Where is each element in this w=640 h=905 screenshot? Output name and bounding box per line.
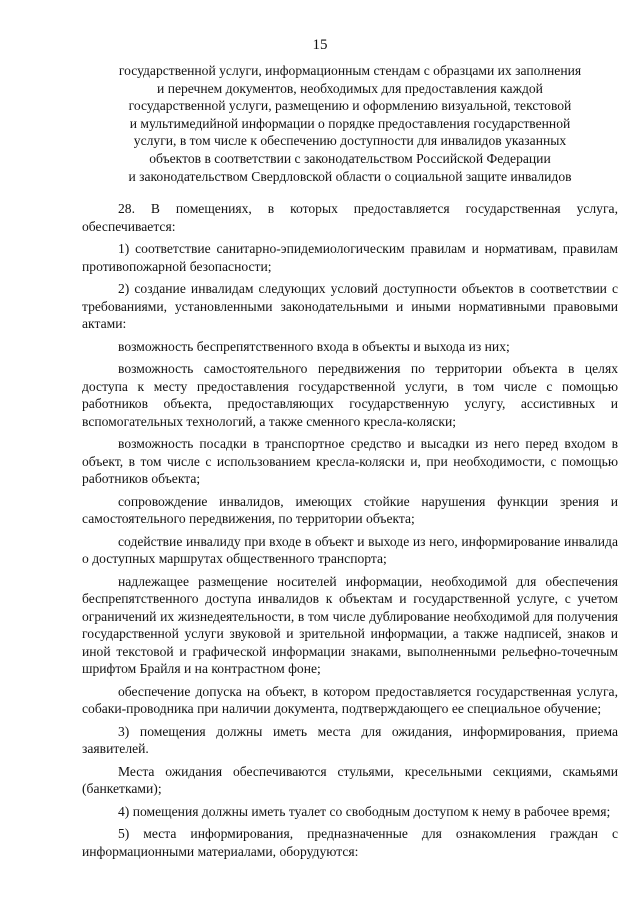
paragraph-entry: обеспечение допуска на объект, в котором предоставляется государственная услуга, собаки-проводника при наличии документа, подтверждающего ее специальное обучение; [82, 683, 618, 716]
heading-line: государственной услуги, размещению и оформлению визуальной, текстовой [128, 98, 572, 114]
heading-line: государственной услуги, информационным стендам с образцами их заполнения [118, 63, 582, 78]
heading-line: и мультимедийной информации о порядке предоставления государственной [129, 115, 571, 131]
paragraph-entry: надлежащее размещение носителей информации, необходимой для обеспечения беспрепятственного доступа инвалидов к объектам и государственной услуге, с учетом ограничений их жизнедеятельности, в том числе дублирование необходимой для получения государственной услуги звуковой и зрительной информации, а также надписей, знаков и иной текстовой и графической информации знаками, выполненными рельефно-точечным шрифтом Брайля и на контрастном фоне; [82, 573, 618, 676]
heading-line: объектов в соответствии с законодательством Российской Федерации [149, 150, 551, 166]
paragraph-subitem-1: 1) соответствие санитарно-эпидемиологическим правилам и нормативам, правилам противопожарной безопасности; [82, 241, 618, 274]
paragraph-entry: содействие инвалиду при входе в объект и выходе из него, информирование инвалида о доступных маршрутах общественного транспорта; [82, 533, 618, 566]
paragraph-subitem-5: 5) места информирования, предназначенные для ознакомления граждан с информационными материалами, оборудуются: [82, 826, 618, 859]
paragraph-entry: возможность беспрепятственного входа в объекты и выхода из них; [118, 338, 510, 354]
heading-line: и законодательством Свердловской области о социальной защите инвалидов [128, 168, 572, 184]
paragraph-entry: возможность самостоятельного передвижения по территории объекта в целях доступа к месту предоставления государственной услуги, в том числе с помощью работников объекта, предоставляющих государственную услугу, ассистивных и вспомогательных технологий, а также сменного кресла-коляски; [82, 361, 618, 429]
paragraph-subitem-3: 3) помещения должны иметь места для ожидания, информирования, приема заявителей. [82, 723, 618, 756]
section-heading [82, 62, 618, 185]
heading-line: и перечнем документов, необходимых для предоставления каждой [157, 80, 543, 96]
paragraph-entry: Места ожидания обеспечиваются стульями, кресельными секциями, скамьями (банкетками); [82, 763, 618, 796]
heading-line: услуги, в том числе к обеспечению доступности для инвалидов указанных [133, 133, 567, 149]
paragraph-item-28: 28. В помещениях, в которых предоставляется государственная услуга, обеспечивается: [82, 201, 618, 234]
paragraph-entry: возможность посадки в транспортное средство и высадки из него перед входом в объект, в том числе с использованием кресла-коляски и, при необходимости, с помощью работников объекта; [82, 436, 618, 486]
document-body [82, 200, 618, 865]
paragraph-entry: сопровождение инвалидов, имеющих стойкие нарушения функции зрения и самостоятельного передвижения, по территории объекта; [82, 493, 618, 526]
paragraph-subitem-4: 4) помещения должны иметь туалет со свободным доступом к нему в рабочее время; [118, 803, 611, 819]
paragraph-subitem-2: 2) создание инвалидам следующих условий доступности объектов в соответствии с требованиями, установленными законодательными и иными нормативными правовыми актами: [82, 281, 618, 331]
page-number: 15 [312, 37, 328, 53]
